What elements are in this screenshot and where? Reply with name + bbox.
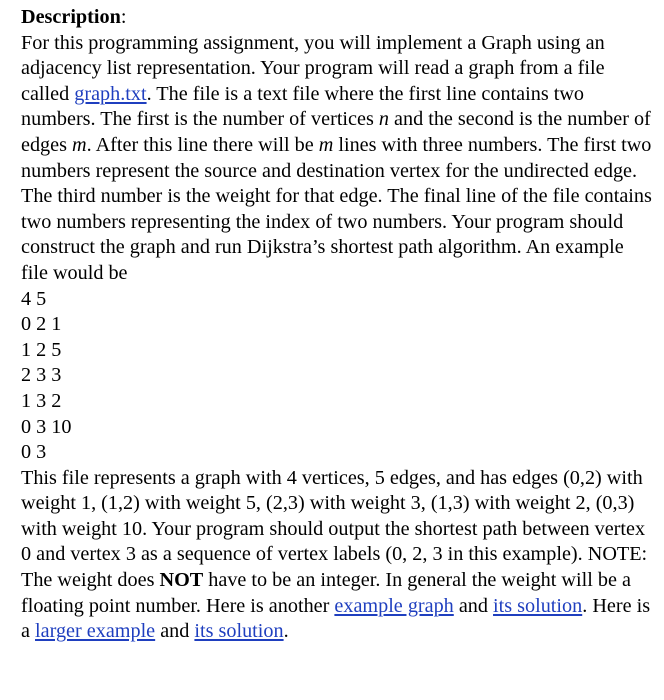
its-solution-link-2[interactable]: its solution <box>194 620 284 643</box>
outro-text-2: have to be an integer. In general the weight will be a floating point number. Here is another <box>21 569 631 617</box>
example-file-line: 0 3 <box>21 441 47 464</box>
its-solution-link[interactable]: its solution <box>493 594 583 617</box>
outro-paragraph <box>21 466 653 645</box>
example-file-line: 0 2 1 <box>21 313 62 336</box>
outro-text-5: and <box>155 620 195 643</box>
variable-m: m <box>72 133 87 156</box>
intro-text-4: . After this line there will be <box>86 133 319 156</box>
outro-text-6: . <box>283 620 289 643</box>
outro-text-3: and <box>453 594 494 617</box>
variable-n: n <box>378 108 389 131</box>
outro-text-4: . Here is a <box>21 594 651 643</box>
heading-colon: : <box>120 6 127 28</box>
intro-text-2: . The file is a text file where the first line contains two numbers. The first is the number of vertices <box>21 82 585 131</box>
example-file-block <box>21 287 653 466</box>
example-file-line: 1 3 2 <box>21 389 62 412</box>
graph-file-link[interactable]: graph.txt <box>74 82 147 105</box>
example-file-line: 2 3 3 <box>21 364 62 387</box>
intro-text-3: and the second is the number of edges <box>21 108 651 156</box>
intro-text-5: lines with three numbers. The first two numbers represent the source and destination vertex for the undirected edge. The third number is the weight for that edge. The final line of the file contains two numbers representing the index of two numbers. Your program should construct the graph and run Dijkstra’s shortest path algorithm. An example file would be <box>21 133 652 284</box>
variable-m: m <box>318 133 334 156</box>
heading-label: Description <box>21 6 121 28</box>
assignment-description <box>21 5 653 645</box>
example-file-line: 4 5 <box>21 287 47 310</box>
example-file-line: 1 2 5 <box>21 338 62 361</box>
not-emphasis: NOT <box>159 569 204 592</box>
larger-example-link[interactable]: larger example <box>35 620 156 643</box>
example-file-line: 0 3 10 <box>21 415 72 438</box>
section-heading <box>21 5 653 31</box>
intro-paragraph <box>21 31 653 287</box>
intro-text-1: For this programming assignment, you will implement a Graph using an adjacency list representation. Your program will read a graph from a file called <box>21 31 605 105</box>
example-graph-link[interactable]: example graph <box>334 594 454 617</box>
outro-text-1: This file represents a graph with 4 vertices, 5 edges, and has edges (0,2) with weight 1, (1,2) with weight 5, (2,3) with weight 3, (1,3) with weight 2, (0,3) with weight 10. Your program should output the shortest path between vertex 0 and vertex 3 as a sequence of vertex labels (0, 2, 3 in this example). NOTE: The weight does <box>21 466 648 592</box>
